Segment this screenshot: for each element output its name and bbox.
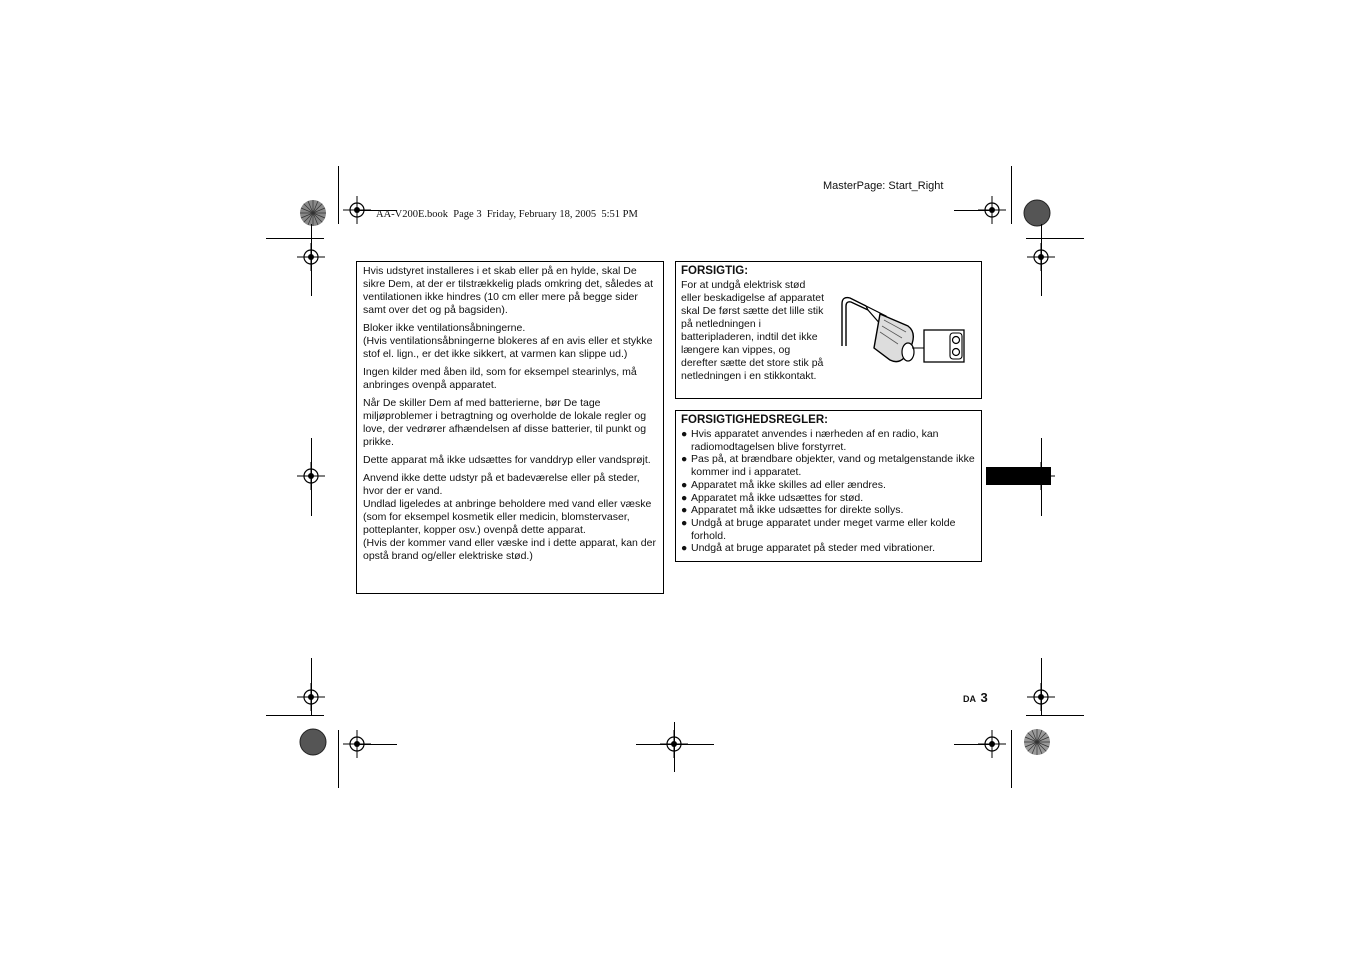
reg-guide-line: [311, 438, 312, 516]
reg-guide-line: [1041, 658, 1042, 716]
bullet-icon: ●: [681, 516, 688, 529]
page-number: 3: [980, 690, 988, 705]
reg-guide-line: [954, 744, 992, 745]
language-code: DA: [963, 694, 976, 704]
list-item: ● Hvis apparatet anvendes i nærheden af en radio, kan radiomodtagelsen blive forstyrret.: [681, 428, 939, 453]
safety-paragraph: Anvend ikke dette udstyr på et badeværelse eller på steder, hvor der er vand. Undlad ligeledes at anbringe beholdere med vand eller væske (som for eksempel kosmetik eller medicin, blomstervaser, potteplanter, kopper osv.) ovenpå dette apparat. (Hvis der kommer vand eller væske ind i dette apparat, kan der opstå brand og/eller elektriske stød.): [363, 472, 656, 562]
crop-line: [1026, 715, 1084, 716]
precautions-title: FORSIGTIGHEDSREGLER:: [681, 414, 828, 426]
reg-guide-line: [674, 722, 675, 772]
list-item: ● Undgå at bruge apparatet på steder med vibrationer.: [681, 542, 935, 555]
safety-paragraph: Bloker ikke ventilationsåbningerne. (Hvis ventilationsåbningerne blokeres af en avis eller et stykke stof el. lign., er det ikke sikkert, at varmen kan slippe ud.): [363, 322, 653, 360]
crop-line: [1026, 238, 1084, 239]
caution-title: FORSIGTIG:: [681, 265, 749, 277]
reg-guide-line: [357, 744, 397, 745]
list-item: ● Apparatet må ikke skilles ad eller ændres.: [681, 478, 886, 491]
starburst-icon: [1023, 199, 1051, 227]
list-item: ● Apparatet må ikke udsættes for stød.: [681, 491, 864, 504]
reg-guide-line: [311, 658, 312, 716]
reg-guide-line: [954, 210, 992, 211]
page-footer: [963, 689, 988, 707]
list-item: ● Pas på, at brændbare objekter, vand og metalgenstande ikke kommer ind i apparatet.: [681, 453, 975, 479]
crop-line: [266, 238, 324, 239]
precautions-box: [675, 410, 982, 562]
crop-line: [266, 715, 324, 716]
section-tab: [986, 467, 1051, 485]
bullet-icon: ●: [681, 542, 688, 555]
starburst-icon: [299, 199, 327, 227]
book-info: AA-V200E.book Page 3 Friday, February 18, 2005 5:51 PM: [376, 209, 638, 220]
list-item: ● Undgå at bruge apparatet under meget varme eller kolde forhold.: [681, 516, 956, 542]
safety-paragraph: Dette apparat må ikke udsættes for vanddryp eller vandsprøjt.: [363, 454, 651, 466]
safety-paragraph: Når De skiller Dem af med batterierne, bør De tage miljøproblemer i betragtning og overholde de lokale regler og love, der vedrører afhændelsen af disse batterier, til punkt og prikke.: [363, 397, 647, 448]
crop-line: [338, 166, 339, 224]
crop-line: [1011, 166, 1012, 224]
safety-notes-box: [356, 261, 664, 594]
caution-text: For at undgå elektrisk stød eller beskadigelse af apparatet skal De først sætte det lille stik på netledningen i batteripladeren, indtil det ikke længere kan vippes, og derefter sætte det store stik på netledningen i en stikkontakt.: [681, 279, 825, 382]
bullet-icon: ●: [681, 491, 688, 504]
starburst-icon: [1023, 728, 1051, 756]
reg-guide-line: [636, 744, 714, 745]
crop-line: [338, 730, 339, 788]
reg-guide-line: [1041, 224, 1042, 296]
reg-guide-line: [311, 224, 312, 296]
bullet-icon: ●: [681, 478, 688, 491]
caution-box: [675, 261, 982, 399]
safety-paragraph: Hvis udstyret installeres i et skab eller på en hylde, skal De sikre Dem, at der er tilstrækkelig plads omkring det, således at ventilationen ikke hindres (10 cm eller mere på begge sider samt over det og på bagsiden).: [363, 265, 654, 316]
crop-line: [1011, 730, 1012, 788]
master-page-label: MasterPage: Start_Right: [823, 180, 944, 192]
safety-paragraph: Ingen kilder med åben ild, som for eksempel stearinlys, må anbringes ovenpå apparatet.: [363, 366, 637, 391]
bullet-icon: ●: [681, 504, 688, 517]
list-item: ● Apparatet må ikke udsættes for direkte sollys.: [681, 504, 904, 517]
starburst-icon: [299, 728, 327, 756]
bullet-icon: ●: [681, 428, 688, 440]
bullet-icon: ●: [681, 453, 688, 466]
power-plug-icon: [838, 292, 968, 376]
precautions-list: [681, 428, 976, 555]
